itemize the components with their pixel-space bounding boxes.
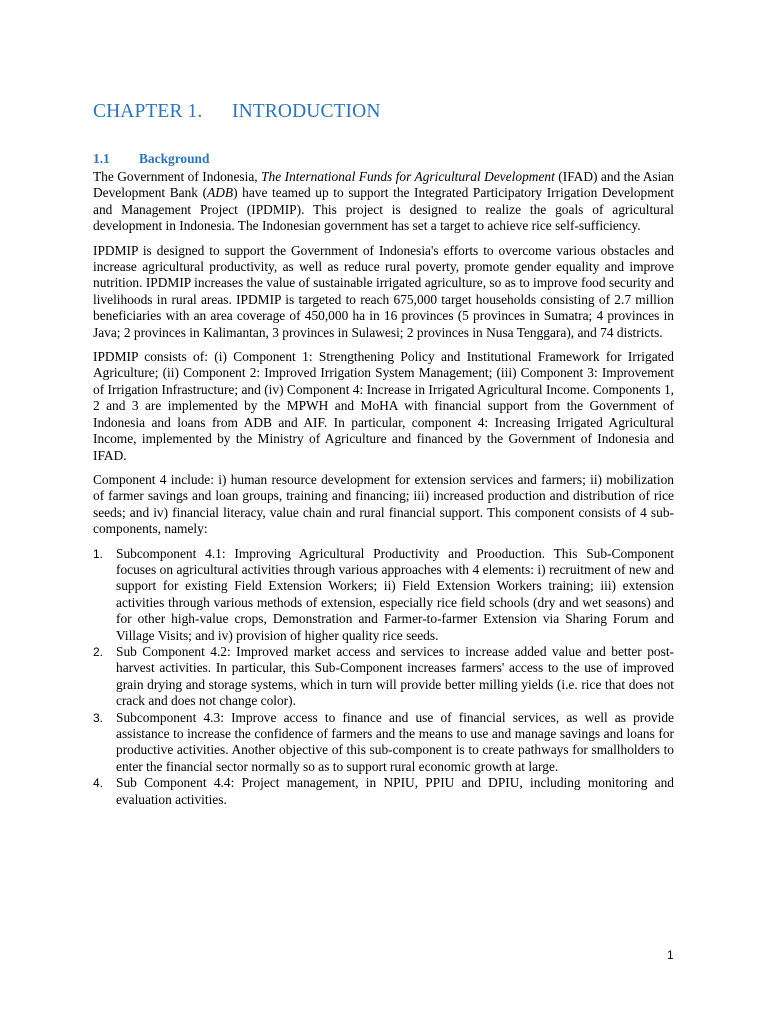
paragraph-component-4: Component 4 include: i) human resource development for extension services and farmers; ii) mobilization of farmer savings and loan groups, training and financing; iii) increased production and distribution of rice seeds; and iv) financial literacy, value chain and rural financial support. This component consists of 4 sub-components, namely: (93, 471, 674, 537)
list-item (93, 644, 674, 710)
list-item (93, 546, 674, 644)
list-item-text: Sub Component 4.2: Improved market access and services to increase added value and better post-harvest activities. In particular, this Sub-Component increases farmers' access to the use of improved grain drying and storage systems, which in turn will provide better milling yields (i.e. rice that does not crack and does not change color). (116, 643, 674, 709)
list-marker: 2. (93, 644, 104, 659)
paragraph-objectives: IPDMIP is designed to support the Government of Indonesia's efforts to overcome various obstacles and increase agricultural productivity, as well as reduce rural poverty, promote gender equality and improve nutrition. IPDMIP increases the value of sustainable irrigated agriculture, so as to improve food security and livelihoods in rural areas. IPDMIP is targeted to reach 675,000 target households consisting of 2.7 million beneficiaries with an area coverage of 450,000 ha in 16 provinces (5 provinces in Sumatra; 4 provinces in Java; 2 provinces in Kalimantan, 3 provinces in Sulawesi; 2 provinces in Nusa Tenggara), and 74 districts. (93, 242, 674, 340)
list-item (93, 775, 674, 808)
subcomponent-list (93, 546, 674, 809)
list-item-text: Sub Component 4.4: Project management, in NPIU, PPIU and DPIU, including monitoring and evaluation activities. (116, 775, 674, 807)
paragraph-intro-text-3: ) have teamed up to support the Integrated Participatory Irrigation Development and Management Project (IPDMIP). This project is designed to realize the goals of agricultural development in Indonesia. The Indonesian government has set a target to achieve rice self-sufficiency. (93, 185, 675, 234)
paragraph-intro-text-1: The Government of Indonesia, (93, 169, 262, 184)
paragraph-components: IPDMIP consists of: (i) Component 1: Strengthening Policy and Institutional Framework for Irrigated Agriculture; (ii) Component 2: Improved Irrigation System Management; (iii) Component 3: Improvement of Irrigation Infrastructure; and (iv) Component 4: Increase in Irrigated Agricultural Income. Components 1, 2 and 3 are implemented by the MPWH and MoHA with financial support from the Government of Indonesia and loans from ADB and AIF. In particular, component 4: Increasing Irrigated Agricultural Income, implemented by the Ministry of Agriculture and financed by the Government of Indonesia and IFAD. (93, 349, 674, 463)
chapter-name: INTRODUCTION (232, 101, 381, 122)
page-number: 1 (667, 948, 674, 962)
list-item-text: Subcomponent 4.1: Improving Agricultural Productivity and Prooduction. This Sub-Component focuses on agricultural activities through various approaches with 4 elements: i) recruitment of new and support for existing Field Extension Workers; ii) Field Extension Workers training; iii) extension activities through various methods of extension, especially rice field schools (dry and wet seasons) and for other high-value crops, Demonstration and Farmer-to-farmer Extension via Sharing Forum and Village Visits; and iv) provision of higher quality rice seeds. (116, 545, 674, 643)
list-marker: 1. (93, 546, 104, 561)
chapter-number: CHAPTER 1. (93, 101, 203, 122)
ifad-italic-name: The International Funds for Agricultural Development (261, 169, 555, 184)
section-title: Background (139, 151, 210, 166)
list-marker: 4. (93, 776, 104, 791)
adb-italic-abbr: ADB (207, 185, 234, 201)
paragraph-intro (93, 169, 674, 235)
section-number: 1.1 (93, 151, 110, 166)
paragraph-intro-text-2: (IFAD) and the Asian Development Bank ( (93, 169, 674, 201)
section-heading (93, 151, 209, 167)
list-item (93, 710, 674, 776)
list-item-text: Subcomponent 4.3: Improve access to finance and use of financial services, as well as provide assistance to increase the confidence of farmers and the means to use and manage savings and loans for productive activities. Another objective of this sub-component is to create pathways for smallholders to enter the financial sector normally so as to support rural economic growth at large. (116, 709, 674, 774)
chapter-title (93, 101, 381, 123)
list-marker: 3. (93, 710, 104, 725)
document-body (93, 169, 674, 808)
